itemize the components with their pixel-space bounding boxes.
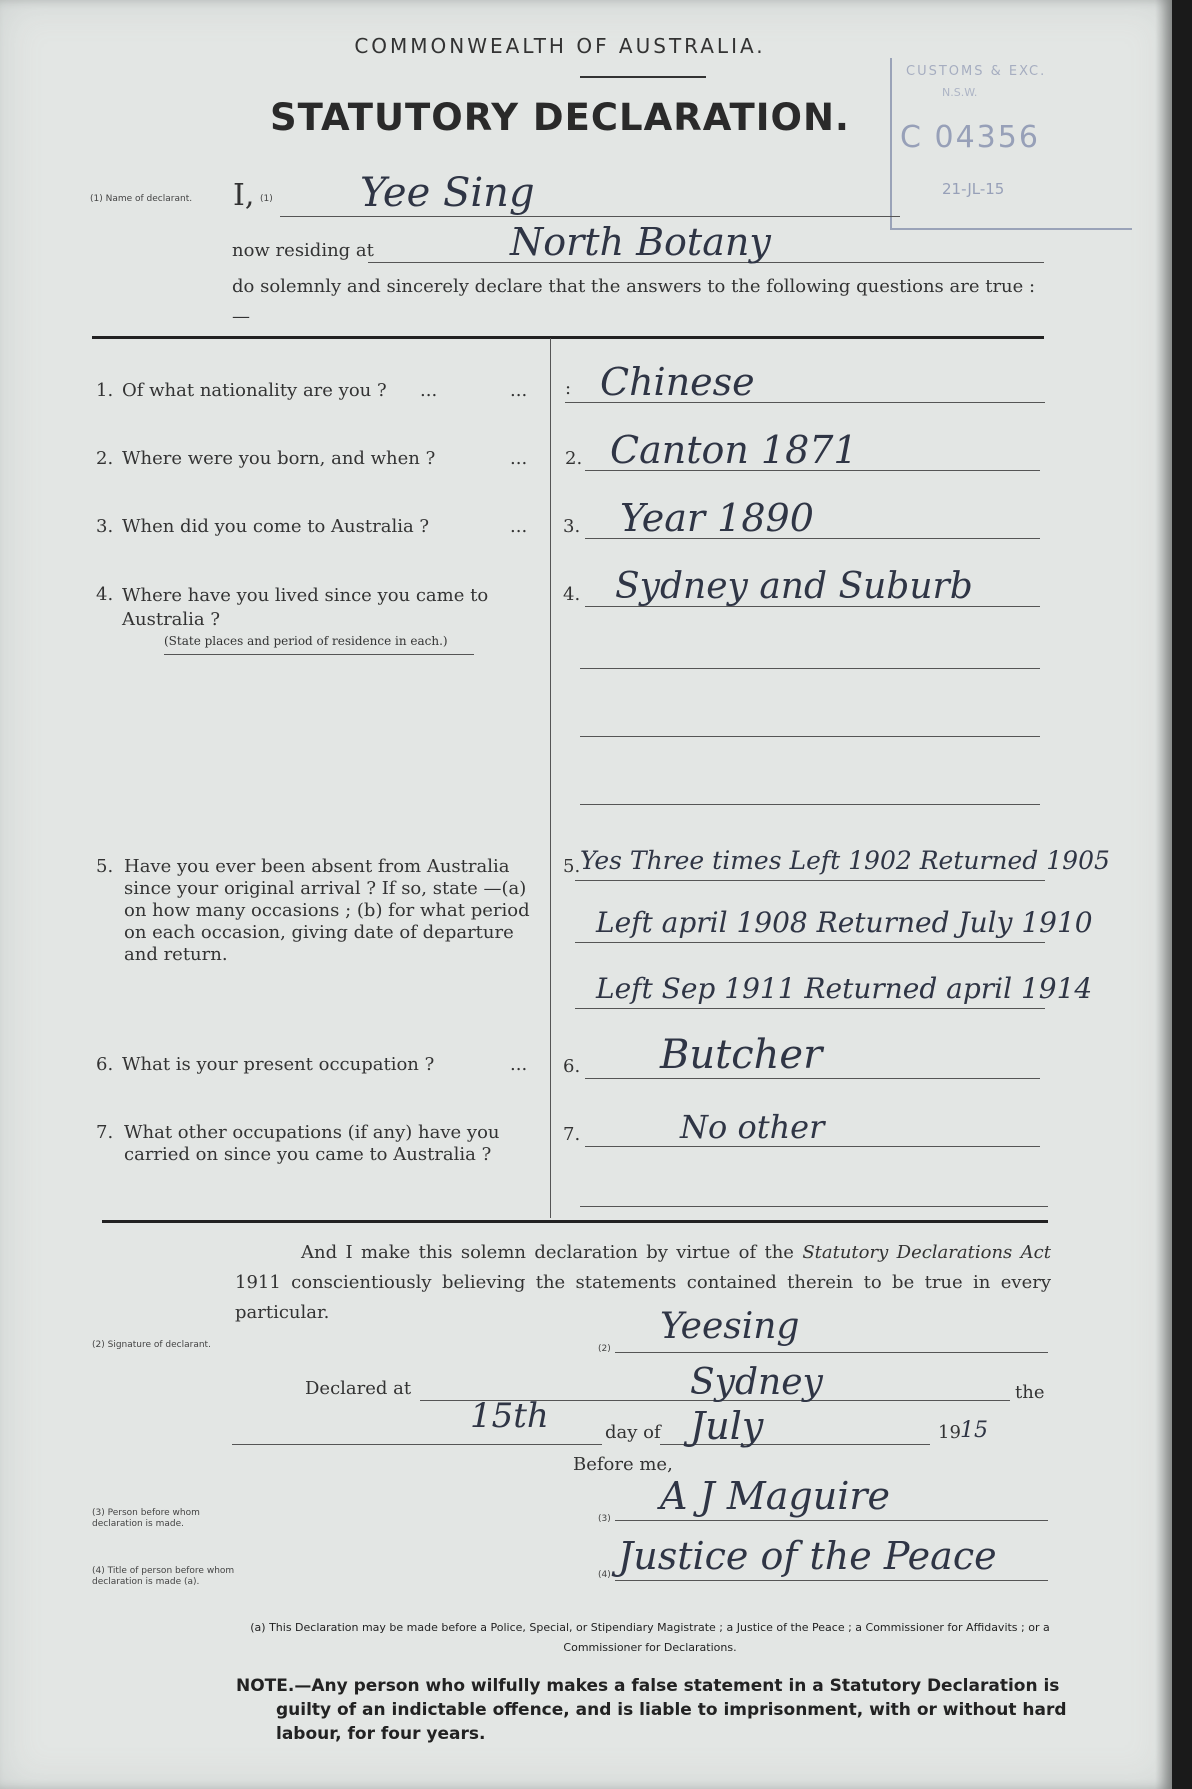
rule-top [92, 336, 1044, 339]
title-line [615, 1580, 1048, 1581]
the-label: the [1015, 1382, 1045, 1403]
a2-answer: Canton 1871 [610, 428, 858, 472]
person-title: Justice of the Peace [618, 1534, 997, 1578]
a4-num: 4. [563, 584, 581, 605]
q3-text: When did you come to Australia ? [122, 516, 430, 537]
a5-line3 [575, 1008, 1045, 1009]
a7-line [585, 1146, 1040, 1147]
title-marker: (4) [598, 1570, 611, 1580]
q4-note-underline [164, 654, 474, 655]
day-line [232, 1444, 602, 1445]
a6-num: 6. [563, 1056, 581, 1077]
a5-answer-line1: Yes Three times Left 1902 Returned 1905 [580, 846, 1110, 875]
signature-margin-note: (2) Signature of declarant. [92, 1340, 211, 1350]
declared-at-label: Declared at [305, 1378, 412, 1399]
q5-text: Have you ever been absent from Australia since your original arrival ? If so, state —(a) on how many occasions ; (b) for what period on each occasion, giving date of departure and return. [124, 856, 530, 965]
a4-blank-line1 [580, 668, 1040, 669]
a4-blank-line3 [580, 804, 1040, 805]
person-name: A J Maguire [660, 1474, 891, 1518]
residing-label: now residing at [232, 240, 374, 261]
year-prefix: 19 [938, 1422, 961, 1443]
a4-blank-line2 [580, 736, 1040, 737]
declared-month: July [690, 1404, 764, 1448]
form-title: STATUTORY DECLARATION. [270, 96, 850, 139]
rule-bottom [102, 1220, 1048, 1223]
declaration-paragraph [235, 1238, 1051, 1328]
q1-dots2: ... [510, 380, 528, 401]
q3-num: 3. [96, 516, 114, 537]
signature: Yeesing [660, 1306, 800, 1347]
a5-line1 [575, 880, 1045, 881]
q4-note: (State places and period of residence in each.) [164, 634, 448, 648]
q7-num: 7. [96, 1122, 114, 1143]
intro-text: do solemnly and sincerely declare that the answers to the following questions are true :— [232, 276, 1036, 327]
a3-answer: Year 1890 [620, 496, 814, 540]
q6-text: What is your present occupation ? [122, 1054, 435, 1075]
header-rule [580, 76, 706, 78]
signature-line [615, 1352, 1048, 1353]
declarant-name: Yee Sing [360, 170, 535, 216]
q2-dots: ... [510, 448, 528, 469]
q4-num: 4. [96, 584, 114, 605]
q2-text: Where were you born, and when ? [122, 448, 436, 469]
a2-num: 2. [565, 448, 583, 469]
stamp-line1: CUSTOMS & EXC. [906, 64, 1047, 79]
q6-dots: ... [510, 1054, 528, 1075]
a5-line2 [575, 942, 1045, 943]
customs-stamp [890, 58, 1132, 230]
a5-answer-line3: Left Sep 1911 Returned april 1914 [596, 972, 1093, 1005]
a5-answer-line2: Left april 1908 Returned July 1910 [596, 906, 1093, 939]
q5-num: 5. [96, 856, 114, 877]
a7-num: 7. [563, 1124, 581, 1145]
q6-num: 6. [96, 1054, 114, 1075]
a1-num: : [565, 378, 572, 399]
i-label: I, [233, 178, 255, 213]
stamp-date: 21-JL-15 [942, 180, 1005, 198]
a4-answer: Sydney and Suburb [615, 566, 973, 607]
q1-num: 1. [96, 380, 114, 401]
q2-num: 2. [96, 448, 114, 469]
a5-num: 5. [563, 856, 581, 877]
name-line [280, 216, 900, 217]
a6-line [585, 1078, 1040, 1079]
column-divider [550, 338, 551, 1218]
q1-text: Of what nationality are you ? [122, 380, 387, 401]
a7-answer: No other [680, 1108, 825, 1146]
person-margin-note: (3) Person before whom declaration is made. [92, 1508, 200, 1529]
person-line [615, 1520, 1048, 1521]
declarant-margin-note: (1) Name of declarant. [90, 194, 193, 204]
page-edge-shadow [1155, 0, 1172, 1789]
declarant-marker: (1) [260, 194, 273, 204]
year-suffix: 15 [960, 1418, 988, 1443]
title-margin-note: (4) Title of person before whom declaration is made (a). [92, 1566, 235, 1587]
before-me-label: Before me, [573, 1454, 673, 1475]
country-heading: COMMONWEALTH OF AUSTRALIA. [354, 34, 766, 58]
declaration-text-pre: And I make this solemn declaration by virtue of the [301, 1242, 803, 1263]
signature-marker: (2) [598, 1344, 611, 1354]
day-of-label: day of [605, 1422, 661, 1443]
residence: North Botany [510, 220, 771, 264]
act-name: Statutory Declarations [802, 1242, 1013, 1263]
stamp-line2: N.S.W. [942, 86, 978, 99]
q7-text: What other occupations (if any) have you carried on since you came to Australia ? [124, 1122, 500, 1165]
a1-answer: Chinese [600, 360, 755, 404]
stamp-number: C 04356 [900, 120, 1040, 155]
q3-dots: ... [510, 516, 528, 537]
declared-place: Sydney [690, 1362, 823, 1403]
a6-answer: Butcher [660, 1032, 823, 1078]
declared-day: 15th [470, 1396, 549, 1436]
act-label: Act [1020, 1242, 1051, 1263]
a3-num: 3. [563, 516, 581, 537]
a7-blank-line [580, 1206, 1048, 1207]
person-marker: (3) [598, 1514, 611, 1524]
q1-dots: ... [420, 380, 438, 401]
legal-note: NOTE.—Any person who wilfully makes a false statement in a Statutory Declaration is guilty of an indictable offence, and is liable to imprisonment, with or without hard labour, for four years. [236, 1676, 1067, 1744]
footnote: (a) This Declaration may be made before a Police, Special, or Stipendiary Magistrate ; a Justice of the Peace ; a Commissioner for Affidavits ; or a Commissioner for Declarations. [250, 1621, 1050, 1654]
q4-text: Where have you lived since you came to Australia ? [122, 585, 489, 630]
declaration-text-post: 1911 conscientiously believing the statements contained therein to be true in every particular. [235, 1272, 1051, 1323]
